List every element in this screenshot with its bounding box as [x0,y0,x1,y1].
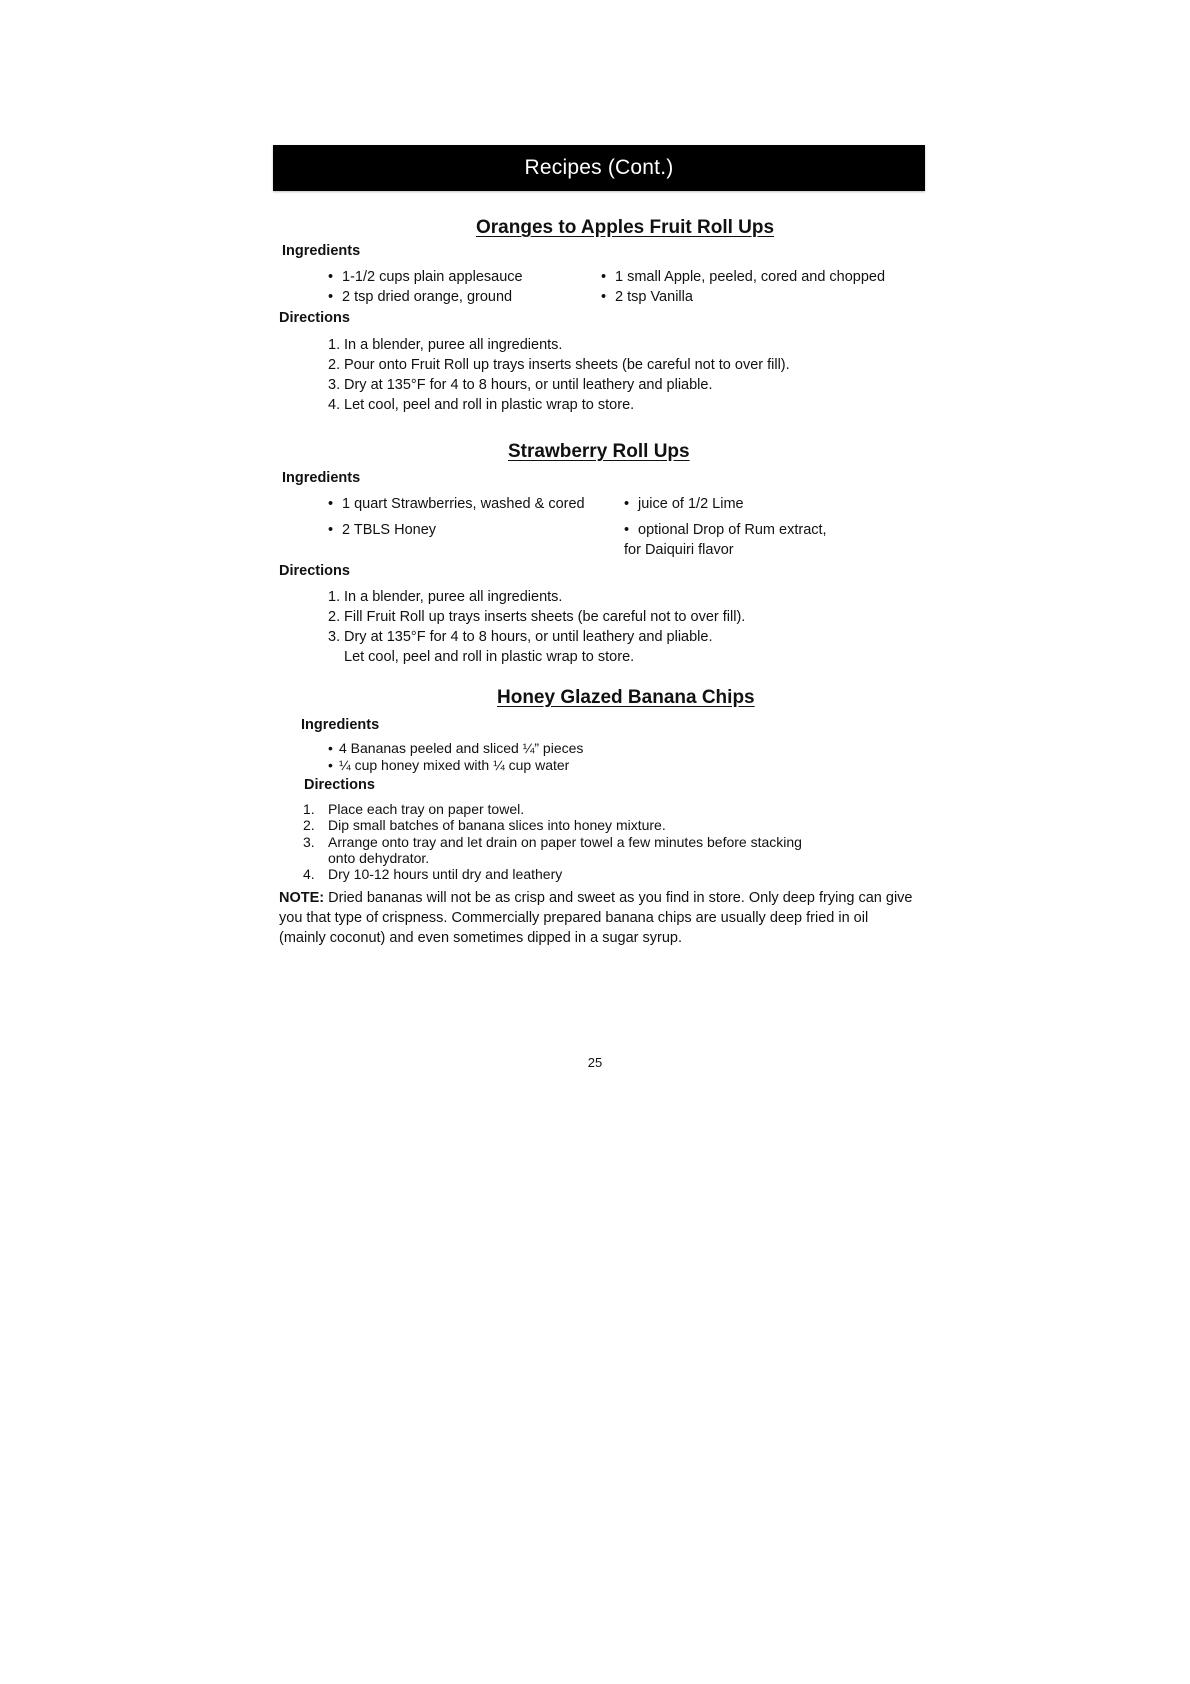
direction-step-continued: onto dehydrator. [328,850,430,866]
ingredients-label: Ingredients [282,470,361,486]
ingredient-item: • 1-1/2 cups plain applesauce [328,269,523,285]
note-paragraph [279,888,915,948]
bullet-icon: • [624,496,630,512]
directions-label: Directions [304,777,375,793]
recipe-title: Oranges to Apples Fruit Roll Ups [476,217,775,238]
bullet-icon: • [328,740,333,756]
ingredient-item: • 1 small Apple, peeled, cored and chopped [601,269,886,285]
direction-step: 3. Arrange onto tray and let drain on paper towel a few minutes before stacking [303,834,802,850]
direction-step: 1. In a blender, puree all ingredients. [328,589,563,605]
direction-step: 4. Let cool, peel and roll in plastic wrap to store. [328,397,635,413]
bullet-icon: • [624,522,630,538]
direction-step: 3. Dry at 135°F for 4 to 8 hours, or until leathery and pliable. [328,629,713,645]
note-label: NOTE: [279,890,325,906]
ingredient-item: • ¼ cup honey mixed with ¼ cup water [328,757,570,773]
directions-label: Directions [279,310,350,326]
direction-step: 1. Place each tray on paper towel. [303,801,525,817]
direction-step: 4. Dry 10-12 hours until dry and leathery [303,866,563,882]
section-title: Recipes (Cont.) [524,156,674,179]
direction-step-continued: Let cool, peel and roll in plastic wrap to store. [344,649,635,665]
direction-step: 2. Pour onto Fruit Roll up trays inserts sheets (be careful not to over fill). [328,357,790,373]
ingredients-label: Ingredients [301,717,380,733]
bullet-icon: • [328,757,333,773]
bullet-icon: • [328,289,334,305]
ingredient-item: • 1 quart Strawberries, washed & cored [328,496,585,512]
section-banner [273,145,925,191]
directions-label: Directions [279,563,350,579]
ingredient-item: • 2 TBLS Honey [328,522,437,538]
ingredient-item: • 4 Bananas peeled and sliced ¼” pieces [328,740,584,756]
bullet-icon: • [328,496,334,512]
direction-step: 2. Dip small batches of banana slices into honey mixture. [303,817,666,833]
bullet-icon: • [601,289,607,305]
recipe-title: Honey Glazed Banana Chips [497,687,755,708]
direction-step: 1. In a blender, puree all ingredients. [328,337,563,353]
bullet-icon: • [328,269,334,285]
note-text: Dried bananas will not be as crisp and sweet as you find in store. Only deep frying can give you that type of crispness. Commercially prepared banana chips are usually deep fried in oil (mainly coconut) and even sometimes dipped in a sugar syrup. [279,890,913,946]
ingredient-item: • optional Drop of Rum extract, [624,522,827,538]
page-number: 25 [587,1055,603,1070]
direction-step: 3. Dry at 135°F for 4 to 8 hours, or until leathery and pliable. [328,377,713,393]
bullet-icon: • [601,269,607,285]
ingredient-item-continued: for Daiquiri flavor [624,542,734,558]
ingredient-item: • 2 tsp dried orange, ground [328,289,513,305]
ingredient-item: • 2 tsp Vanilla [601,289,693,305]
ingredients-label: Ingredients [282,243,361,259]
bullet-icon: • [328,522,334,538]
ingredient-item: • juice of 1/2 Lime [624,496,744,512]
recipe-title: Strawberry Roll Ups [508,441,690,462]
direction-step: 2. Fill Fruit Roll up trays inserts sheets (be careful not to over fill). [328,609,746,625]
